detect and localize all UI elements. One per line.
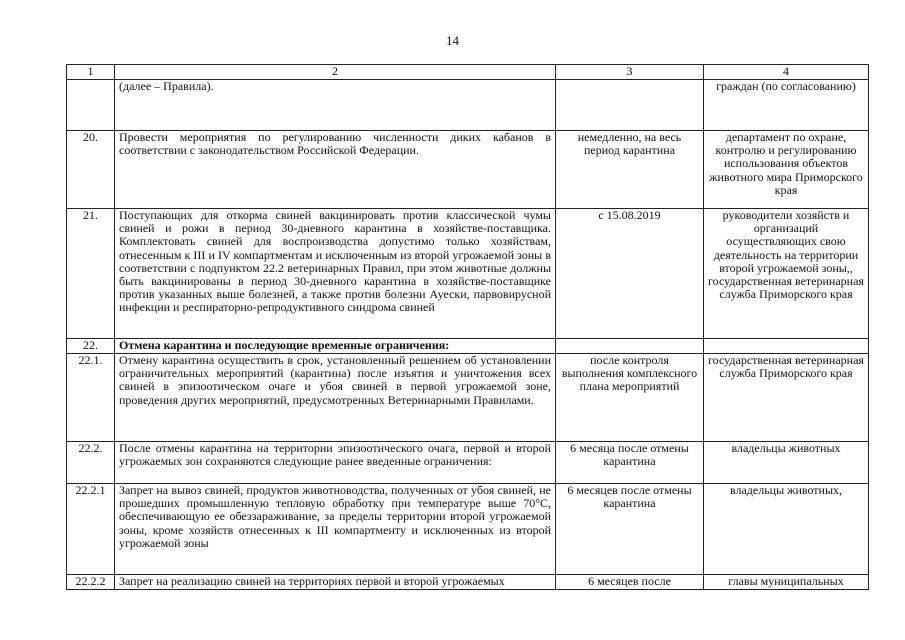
row-term: с 15.08.2019: [556, 209, 704, 339]
measures-table: [66, 64, 869, 590]
row-responsible: государственная ветеринарная служба Приморского края: [704, 354, 869, 442]
row-number: 22.: [67, 339, 115, 354]
row-number: 22.2.: [67, 442, 115, 484]
section-heading: Отмена карантина и последующие временные ограничения:: [115, 339, 556, 354]
row-term: [556, 80, 704, 131]
row-text: Запрет на вывоз свиней, продуктов животноводства, полученных от убоя свиней, не прошедших промышленную тепловую обработку при температуре выше 70°С, обеспечивающую ее обеззараживание, за пределы территории второй угрожаемой зоны, кроме хозяйств отнесенных к III компартменту и исключенных из второй угрожаемой зоны: [115, 484, 556, 575]
table-row: [67, 354, 869, 442]
row-responsible: владельцы животных: [704, 442, 869, 484]
page-number: 14: [446, 33, 459, 48]
row-term: 6 месяца после отмены карантина: [556, 442, 704, 484]
row-number: 22.1.: [67, 354, 115, 442]
row-text: Поступающих для откорма свиней вакцинировать против классической чумы свиней и рожи в период 30-дневного карантина в хозяйстве-поставщика. Комплектовать свиней для воспроизводства допустимо только хозяйствам, отнесенным к III и IV компартментам и исключенным из второй угрожаемой зоны в соответствии с подпунктом 22.2 ветеринарных Правил, при этом животные должны быть вакцинированы в период 30-дневного карантина в хозяйстве-поставщике против указанных выше болезней, а также против болезни Ауески, парвовирусной инфекции и респираторно-репродуктивного синдрома свиней: [115, 209, 556, 339]
row-number: 22.2.1: [67, 484, 115, 575]
row-number: 21.: [67, 209, 115, 339]
row-text: (далее – Правила).: [115, 80, 556, 131]
table-row: [67, 339, 869, 354]
table-header-row: [67, 65, 869, 80]
table-row: [67, 442, 869, 484]
row-term: после контроля выполнения комплексного плана мероприятий: [556, 354, 704, 442]
table-row: [67, 575, 869, 590]
row-responsible: департамент по охране, контролю и регулированию использования объектов животного мира Приморского края: [704, 131, 869, 209]
header-col-3: 3: [556, 65, 704, 80]
table-row: [67, 484, 869, 575]
header-col-4: 4: [704, 65, 869, 80]
row-term: 6 месяцев после: [556, 575, 704, 590]
row-text: Отмену карантина осуществить в срок, установленный решением об установлении ограничительных мероприятий (карантина) после изъятия и уничтожения всех свиней в эпизоотическом очаге и убоя свиней в первой угрожаемой зоне, проведения других мероприятий, предусмотренных Ветеринарными Правилами.: [115, 354, 556, 442]
row-term: немедленно, на весь период карантина: [556, 131, 704, 209]
header-col-1: 1: [67, 65, 115, 80]
row-text: Запрет на реализацию свиней на территориях первой и второй угрожаемых: [115, 575, 556, 590]
table-row: [67, 80, 869, 131]
header-col-2: 2: [115, 65, 556, 80]
row-responsible: граждан (по согласованию): [704, 80, 869, 131]
table-row: [67, 209, 869, 339]
row-term: 6 месяцев после отмены карантина: [556, 484, 704, 575]
row-text: После отмены карантина на территории эпизоотического очага, первой и второй угрожаемых зон сохраняются следующие ранее введенные ограничения:: [115, 442, 556, 484]
table-row: [67, 131, 869, 209]
row-number: 22.2.2: [67, 575, 115, 590]
row-term: [556, 339, 704, 354]
row-responsible: главы муниципальных: [704, 575, 869, 590]
row-number: [67, 80, 115, 131]
row-responsible: владельцы животных,: [704, 484, 869, 575]
row-text: Провести мероприятия по регулированию численности диких кабанов в соответствии с законодательством Российской Федерации.: [115, 131, 556, 209]
row-responsible: [704, 339, 869, 354]
row-number: 20.: [67, 131, 115, 209]
row-responsible: руководители хозяйств и организаций осуществляющих свою деятельность на территории второй угрожаемой зоны,, государственная ветеринарная служба Приморского края: [704, 209, 869, 339]
